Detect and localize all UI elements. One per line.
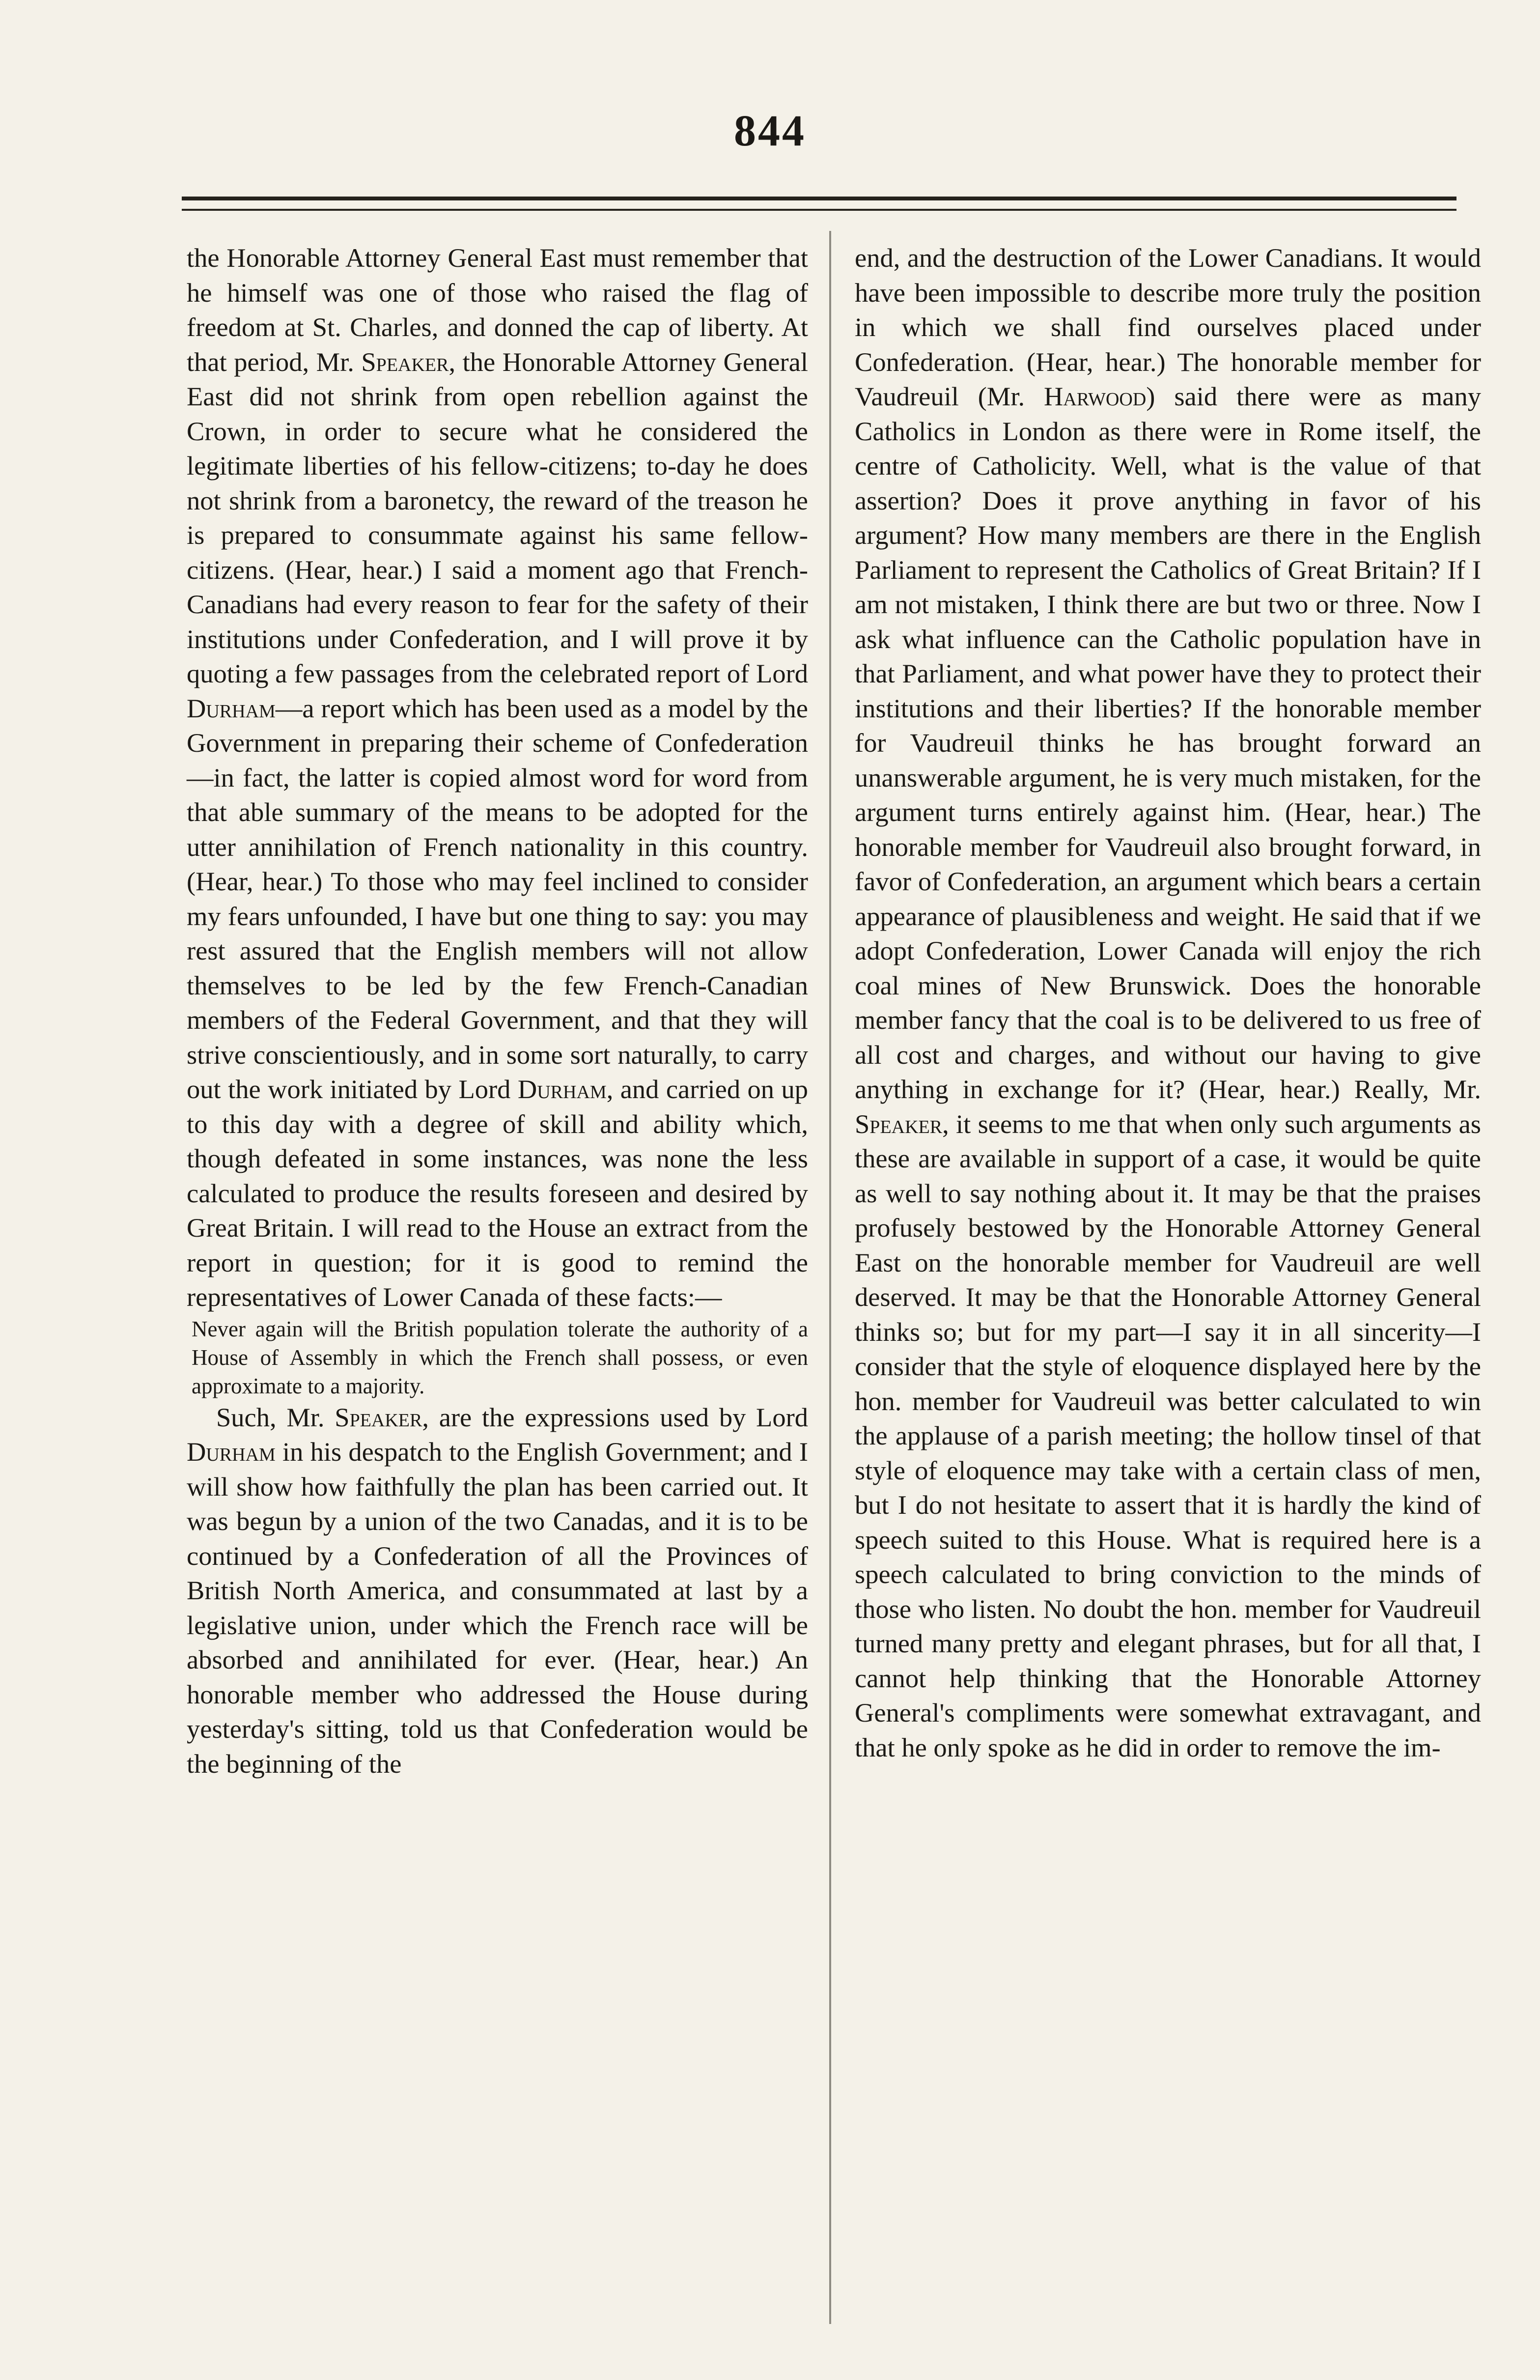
text-run: ) said there were as many Catholics in London as there were in Rome itself, the centre of Catholicity. Well, what is the value of that assertion? Does it prove anything in favor of his argument? How many members are there in the English Parliament to represent the Catholics of Great Britain? If I am not mistaken, I think there are but two or three. Now I ask what influence can the Catholic population have in that Parliament, and what power have they to protect their institutions and their liberties? If the honorable member for Vaudreuil thinks he has brought forward an unanswerable argument, he is very much mistaken, for the argument turns entirely against him. (Hear, hear.) The honorable member for Vaudreuil also brought forward, in favor of Confederation, an argument which bears a certain appearance of plausibleness and weight. He said that if we adopt Confederation, Lower Canada will enjoy the rich coal mines of New Brunswick. Does the honorable member fancy that the coal is to be delivered to us free of all cost and charges, and without our having to give anything in exchange for it? (Hear, hear.) Really, Mr.: [855, 381, 1481, 1104]
speaker-name: Speaker: [361, 346, 449, 377]
block-quote: Never again will the British population tolerate the authority of a House of Assembly in which the French shall possess, or even approximate to a majority.: [192, 1316, 808, 1398]
right-column: [855, 241, 1481, 1765]
durham-name: Durham: [517, 1074, 607, 1104]
header-rule-thin: [182, 209, 1456, 211]
speaker-name: Speaker: [335, 1402, 422, 1432]
text-run: end, and the destruction of the Lower Canadians. It would have been impossible to describe more truly the position in which we shall find ourselves placed under Confederation. (Hear, hear.) The honorable member for Vaudreuil (Mr.: [855, 243, 1481, 411]
speaker-name: Speaker: [855, 1108, 943, 1139]
harwood-name: Harwood: [1044, 381, 1147, 411]
durham-name: Durham: [187, 1437, 276, 1467]
text-run: in his despatch to the English Government; and I will show how faithfully the plan has been carried out. It was begun by a union of the two Canadas, and it is to be continued by a Confederation of all the Provinces of British North America, and consummated at last by a legislative union, under which the French race will be absorbed and annihilated for ever. (Hear, hear.) An honorable member who addressed the House during yesterday's sitting, told us that Confederation would be the beginning of the: [187, 1437, 808, 1779]
left-column: [187, 241, 808, 1781]
paragraph: [187, 1400, 808, 1782]
page-number: 844: [734, 107, 806, 155]
header-rule-thick: [182, 197, 1456, 200]
durham-name: Durham: [187, 693, 276, 723]
text-run: the Honorable Attorney General East must remember that he himself was one of those who raised the flag of freedom at St. Charles, and donned the cap of liberty. At that period, Mr.: [187, 243, 808, 377]
text-run: Such, Mr.: [216, 1402, 335, 1432]
text-run: , are the expressions used by Lord: [422, 1402, 808, 1432]
text-run: , it seems to me that when only such arguments as these are available in support of a case, it would be quite as well to say nothing about it. It may be that the praises profusely bestowed by the Honorable Attorney General East on the honorable member for Vaudreuil are well deserved. It may be that the Honorable Attorney General thinks so; but for my part—I say it in all sincerity—I consider that the style of eloquence displayed here by the hon. member for Vaudreuil was better calculated to win the applause of a parish meeting; the hollow tinsel of that style of eloquence may take with a certain class of men, but I do not hesitate to assert that it is hardly the kind of speech suited to this House. What is required here is a speech calculated to bring conviction to the minds of those who listen. No doubt the hon. member for Vaudreuil turned many pretty and elegant phrases, but for all that, I cannot help thinking that the Honorable Attorney General's compliments were somewhat extravagant, and that he only spoke as he did in order to remove the im-: [855, 1108, 1481, 1762]
text-run: , the Honorable Attorney General East did not shrink from open rebellion against the Crown, in order to secure what he considered the legitimate liberties of his fellow-citizens; to-day he does not shrink from a baronetcy, the reward of the treason he is prepared to consummate against his same fellow-citizens. (Hear, hear.) I said a moment ago that French-Canadians had every reason to fear for the safety of their institutions under Confederation, and I will prove it by quoting a few passages from the celebrated report of Lord: [187, 346, 808, 688]
paragraph: [855, 241, 1481, 1765]
paragraph: [187, 241, 808, 1315]
column-divider: [829, 231, 831, 2324]
text-run: —a report which has been used as a model by the Government in preparing their scheme of Confederation—in fact, the latter is copied almost word for word from that able summary of the means to be adopted for the utter annihilation of French nationality in this country. (Hear, hear.) To those who may feel inclined to consider my fears unfounded, I have but one thing to say: you may rest assured that the English members will not allow themselves to be led by the few French-Canadian members of the Federal Government, and that they will strive conscientiously, and in some sort naturally, to carry out the work initiated by Lord: [187, 693, 808, 1104]
text-run: , and carried on up to this day with a degree of skill and ability which, though defeated in some instances, was none the less calculated to produce the results foreseen and desired by Great Britain. I will read to the House an extract from the report in question; for it is good to remind the representatives of Lower Canada of these facts:—: [187, 1074, 808, 1312]
